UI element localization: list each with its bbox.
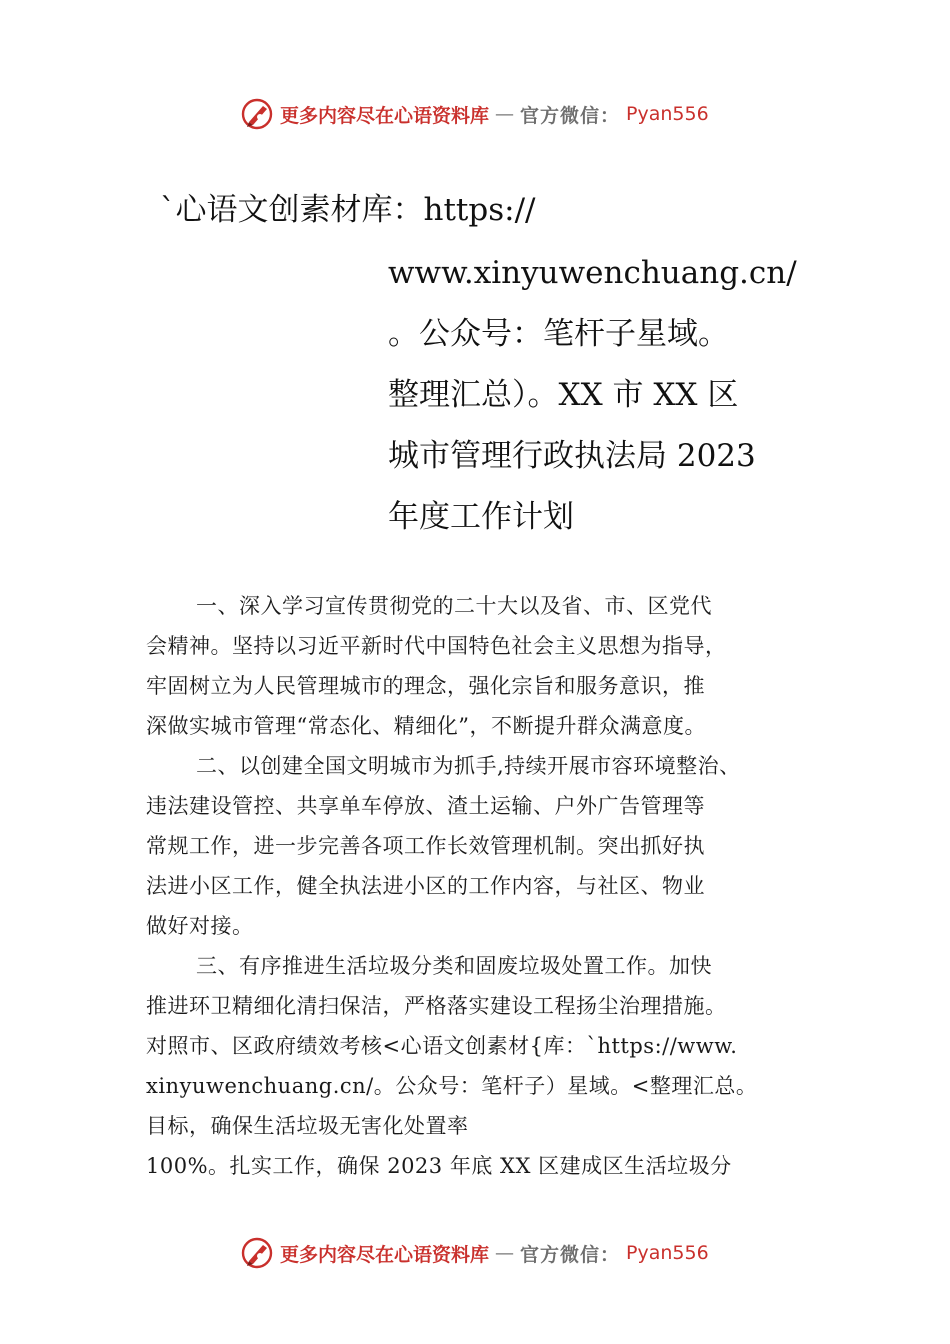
banner-dash: —: [495, 103, 515, 125]
title-line-2: www.xinyuwenchuang.cn/: [388, 255, 797, 291]
banner-wechat-label: 官方微信：: [520, 1243, 621, 1266]
body-line: 二、以创建全国文明城市为抓手,持续开展市容环境整治、: [196, 754, 741, 778]
title-line-5: 城市管理行政执法局 2023: [388, 438, 756, 474]
body-line: 做好对接。: [146, 914, 254, 938]
body-line: 三、有序推进生活垃圾分类和固废垃圾处置工作。加快: [196, 954, 712, 978]
body-line: 会精神。坚持以习近平新时代中国特色社会主义思想为指导，: [146, 634, 727, 658]
pen-circle-logo-icon: [240, 1236, 274, 1270]
banner-slogan: 更多内容尽在心语资料库: [280, 104, 490, 127]
body-line: 法进小区工作，健全执法进小区的工作内容，与社区、物业: [146, 874, 705, 898]
banner-dash: —: [495, 1242, 515, 1264]
title-line-3: 。公众号：笔杆子星域。: [388, 316, 729, 352]
body-line: 深做实城市管理“常态化、精细化”，不断提升群众满意度。: [146, 714, 706, 738]
body-line: 违法建设管控、共享单车停放、渣土运输、户外广告管理等: [146, 794, 705, 818]
pen-circle-logo-icon: [240, 97, 274, 131]
body-line: 对照市、区政府绩效考核<心语文创素材{库：`https://www.: [146, 1034, 738, 1058]
body-line: 推进环卫精细化清扫保洁，严格落实建设工程扬尘治理措施。: [146, 994, 727, 1018]
body-line: 100%。扎实工作，确保 2023 年底 XX 区建成区生活垃圾分: [146, 1154, 732, 1178]
banner-wechat-id: Pyan556: [626, 103, 709, 125]
title-line-1: `心语文创素材库：https://: [160, 192, 536, 228]
title-line-4: 整理汇总）。XX 市 XX 区: [388, 377, 739, 413]
title-line-6: 年度工作计划: [388, 499, 574, 535]
body-line: 目标，确保生活垃圾无害化处置率: [146, 1114, 469, 1138]
banner-slogan: 更多内容尽在心语资料库: [280, 1243, 490, 1266]
body-line: 一、深入学习宣传贯彻党的二十大以及省、市、区党代: [196, 594, 712, 618]
banner-wechat-label: 官方微信：: [520, 104, 621, 127]
body-line: 常规工作，进一步完善各项工作长效管理机制。突出抓好执: [146, 834, 705, 858]
header-banner: [240, 97, 709, 131]
body-line: xinyuwenchuang.cn/。公众号：笔杆子）星域。<整理汇总。: [146, 1074, 758, 1098]
body-line: 牢固树立为人民管理城市的理念，强化宗旨和服务意识，推: [146, 674, 705, 698]
footer-banner: [240, 1236, 709, 1270]
banner-wechat-id: Pyan556: [626, 1242, 709, 1264]
body-text: [146, 586, 826, 1186]
